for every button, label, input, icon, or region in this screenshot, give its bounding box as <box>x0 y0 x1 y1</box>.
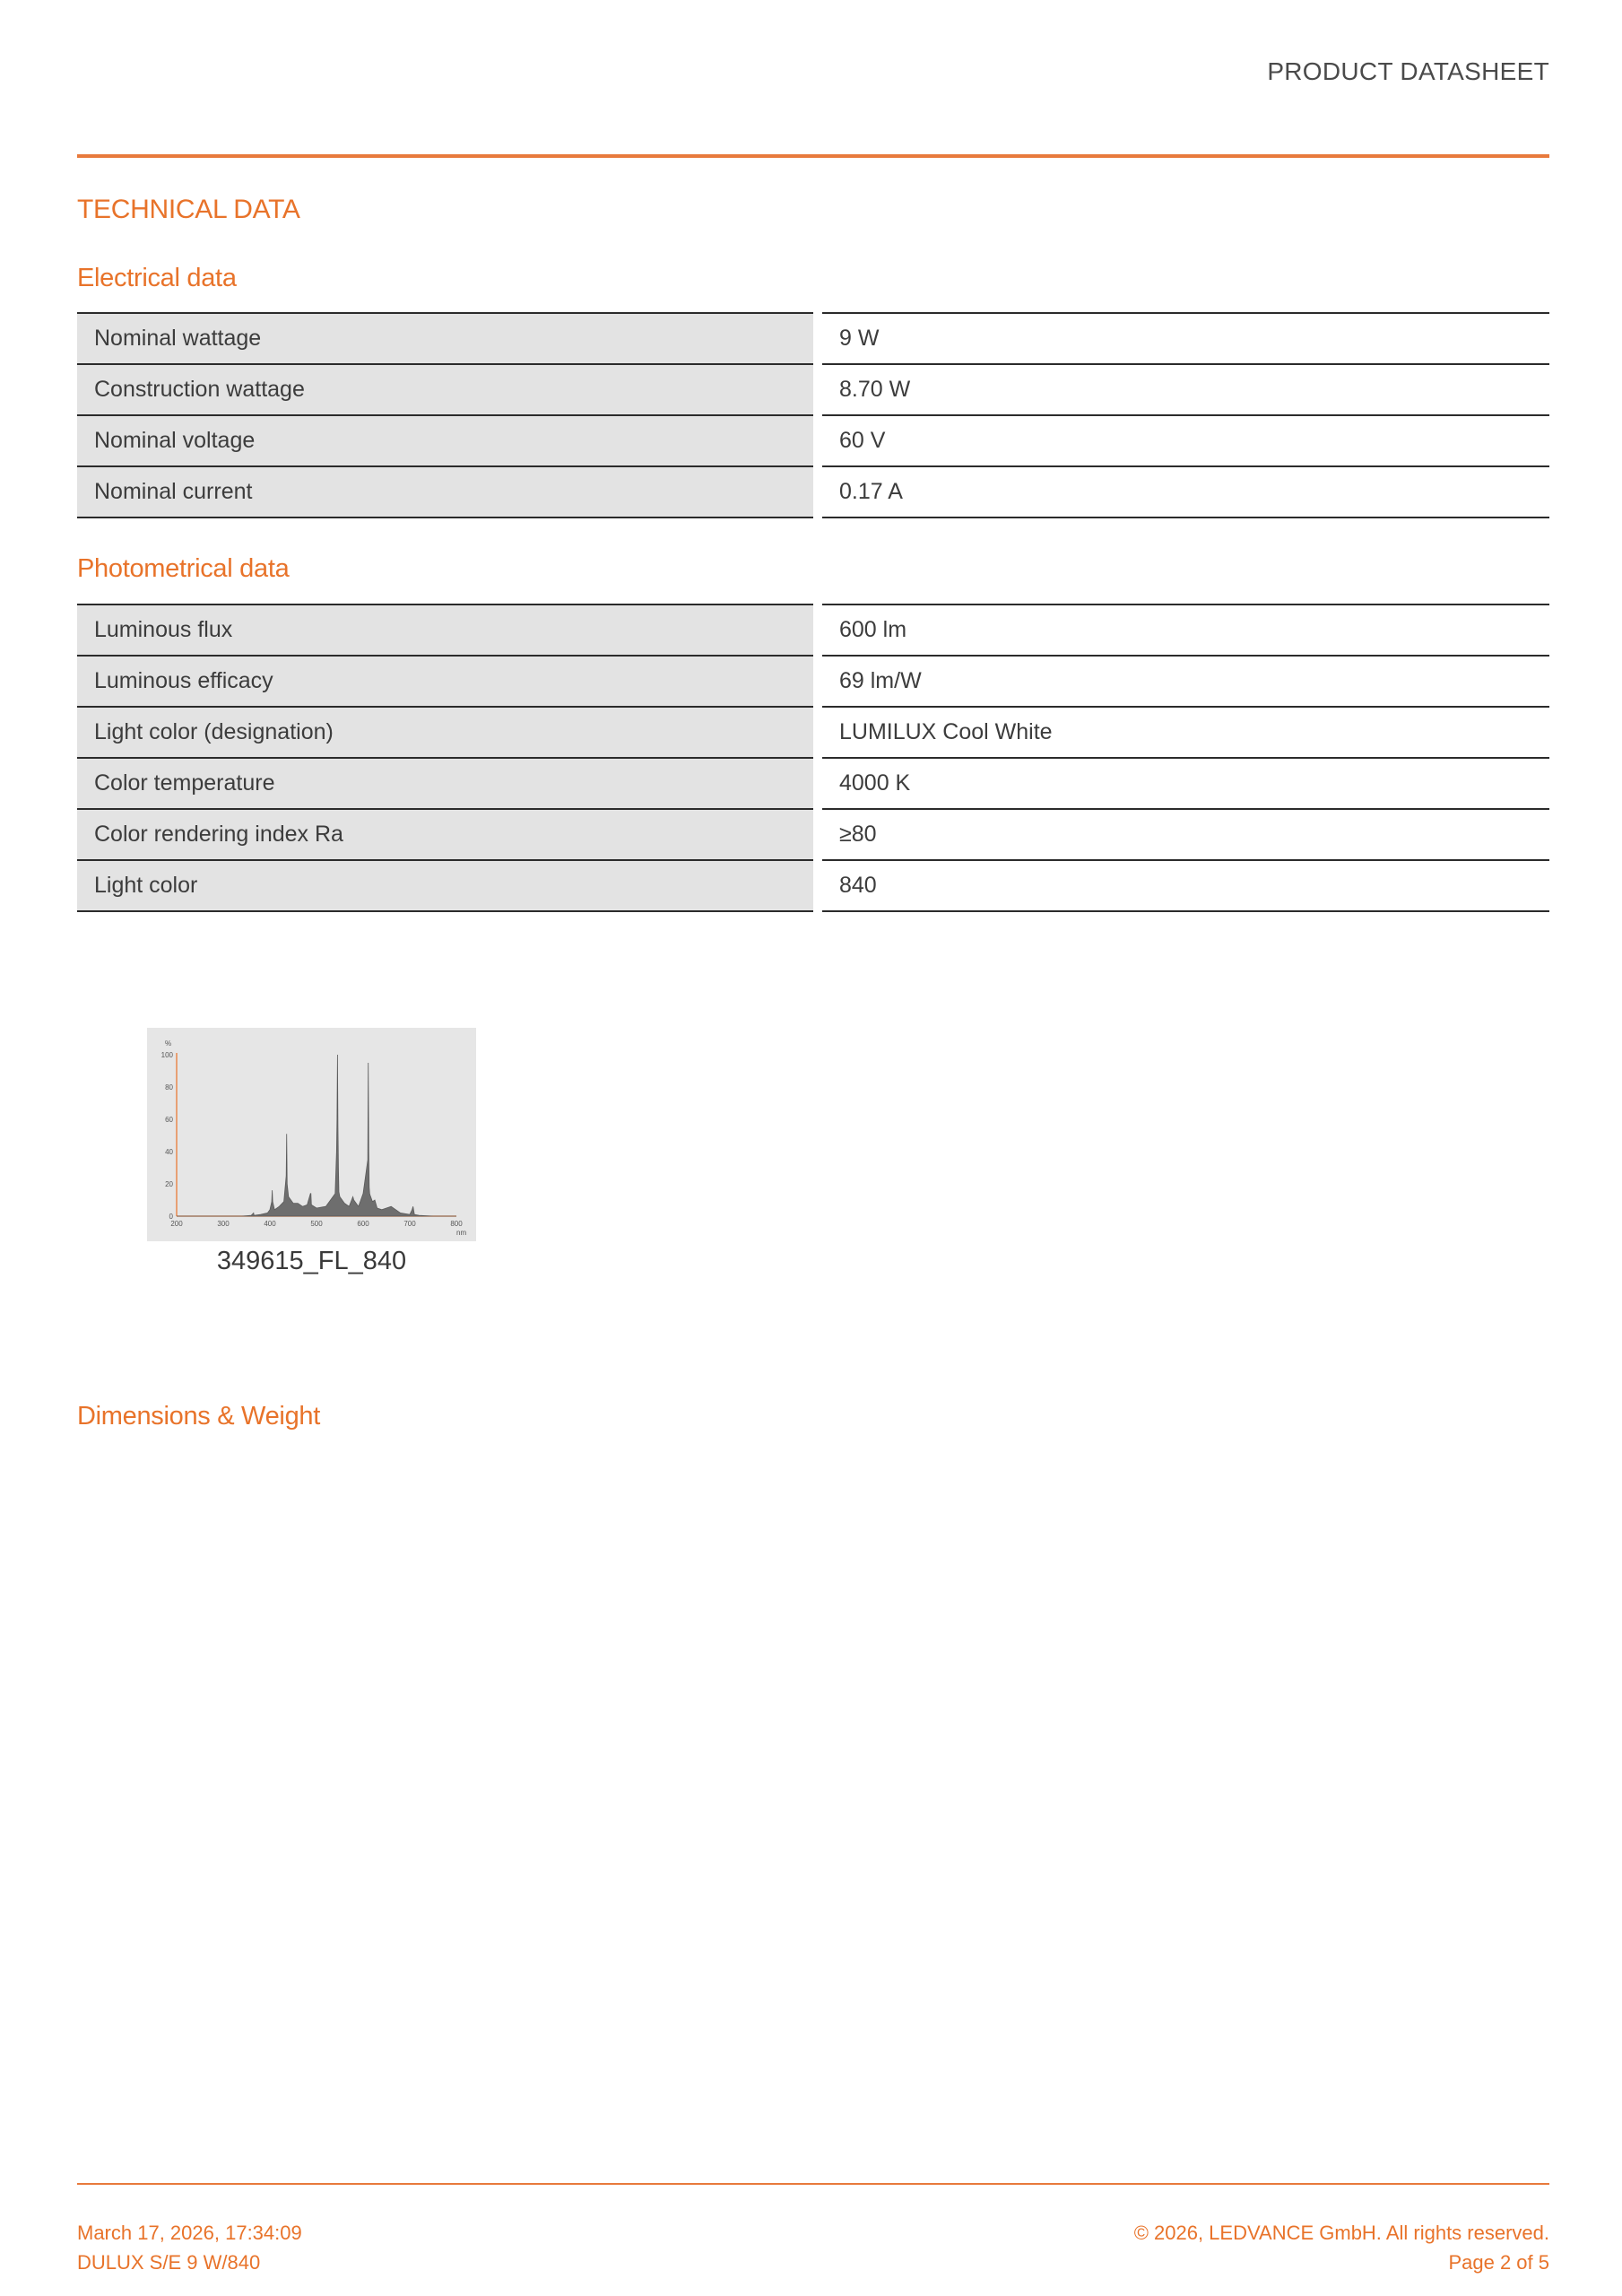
spec-value: 9 W <box>818 313 1549 364</box>
photometrical-data-table <box>77 604 1549 912</box>
spec-value: ≥80 <box>818 809 1549 860</box>
dimensions-weight-title: Dimensions & Weight <box>77 1402 320 1431</box>
spectrum-plot-area <box>161 1051 464 1228</box>
footer-page-number: Page 2 of 5 <box>1448 2251 1549 2274</box>
spec-label: Luminous efficacy <box>77 656 818 707</box>
spec-label: Construction wattage <box>77 364 818 415</box>
x-tick-label: 300 <box>217 1220 230 1228</box>
spec-label: Color rendering index Ra <box>77 809 818 860</box>
y-tick-label: 40 <box>165 1148 173 1156</box>
spec-value: LUMILUX Cool White <box>818 707 1549 758</box>
x-tick-label: 400 <box>264 1220 276 1228</box>
x-tick-label: 200 <box>170 1220 183 1228</box>
header-divider <box>77 154 1549 158</box>
table-row <box>77 466 1549 517</box>
spec-label: Nominal current <box>77 466 818 517</box>
electrical-data-title: Electrical data <box>77 264 237 292</box>
table-row <box>77 656 1549 707</box>
spec-label: Light color <box>77 860 818 911</box>
photometrical-data-title: Photometrical data <box>77 554 290 583</box>
spec-label: Color temperature <box>77 758 818 809</box>
x-tick-label: 700 <box>403 1220 416 1228</box>
footer-product-name: DULUX S/E 9 W/840 <box>77 2251 261 2274</box>
page-header-title: PRODUCT DATASHEET <box>1267 57 1549 85</box>
spectrum-svg <box>147 1028 476 1241</box>
spec-value: 69 lm/W <box>818 656 1549 707</box>
spectrum-caption: 349615_FL_840 <box>216 1247 407 1275</box>
spec-value: 60 V <box>818 415 1549 466</box>
table-row <box>77 313 1549 364</box>
section-title-technical-data: TECHNICAL DATA <box>77 195 300 224</box>
y-tick-label: 80 <box>165 1083 173 1091</box>
spec-value: 600 lm <box>818 604 1549 656</box>
spectrum-area-series <box>177 1055 456 1216</box>
spectral-distribution-chart <box>147 1028 476 1241</box>
footer-divider <box>77 2183 1549 2185</box>
spec-label: Light color (designation) <box>77 707 818 758</box>
spec-value: 840 <box>818 860 1549 911</box>
table-row <box>77 860 1549 911</box>
table-row <box>77 604 1549 656</box>
table-row <box>77 809 1549 860</box>
y-tick-label: 60 <box>165 1116 173 1124</box>
table-row <box>77 364 1549 415</box>
y-unit-label: % <box>165 1039 172 1048</box>
electrical-data-table <box>77 312 1549 518</box>
spec-label: Nominal voltage <box>77 415 818 466</box>
x-tick-label: 600 <box>357 1220 369 1228</box>
y-tick-label: 20 <box>165 1180 173 1188</box>
table-row <box>77 707 1549 758</box>
x-tick-label: 800 <box>450 1220 463 1228</box>
spec-label: Luminous flux <box>77 604 818 656</box>
y-tick-label: 100 <box>160 1051 173 1059</box>
footer-copyright: © 2026, LEDVANCE GmbH. All rights reserved. <box>1133 2222 1549 2244</box>
spec-value: 4000 K <box>818 758 1549 809</box>
x-tick-label: 500 <box>310 1220 323 1228</box>
table-row <box>77 415 1549 466</box>
spec-label: Nominal wattage <box>77 313 818 364</box>
table-row <box>77 758 1549 809</box>
spec-value: 0.17 A <box>818 466 1549 517</box>
footer-datetime: March 17, 2026, 17:34:09 <box>77 2222 302 2244</box>
y-tick-label: 0 <box>169 1213 173 1221</box>
spec-value: 8.70 W <box>818 364 1549 415</box>
x-unit-label: nm <box>456 1229 467 1237</box>
